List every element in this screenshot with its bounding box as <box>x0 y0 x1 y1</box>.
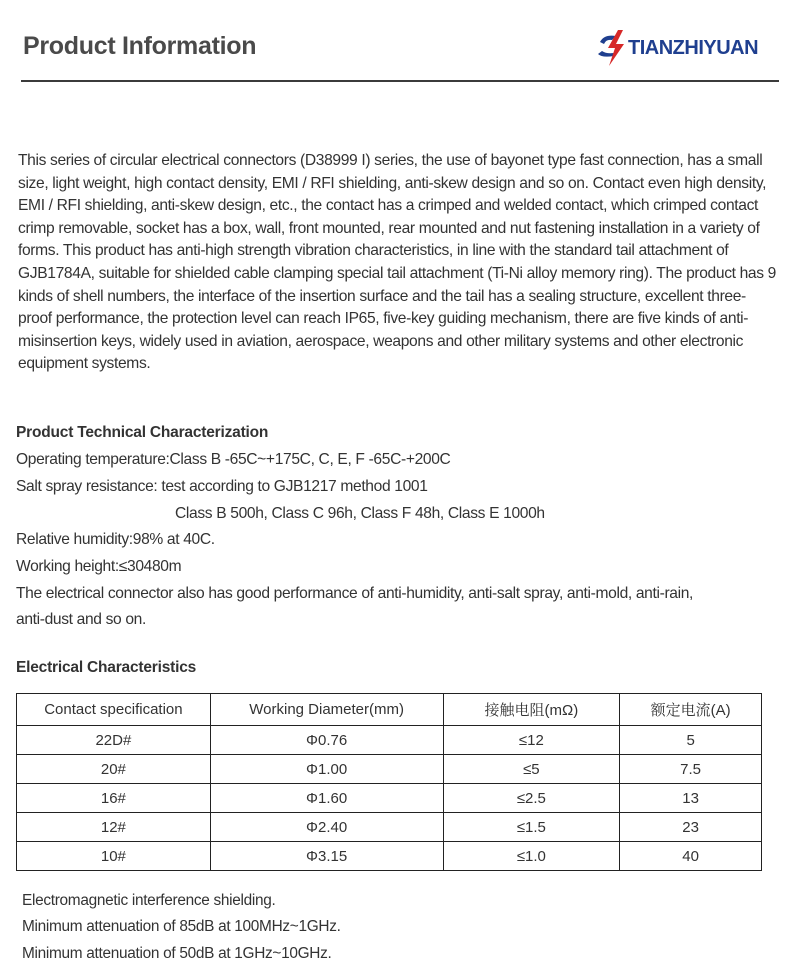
table-cell: 20# <box>17 755 211 784</box>
table-cell: 10# <box>17 842 211 871</box>
brand-name: TIANZHIYUAN <box>628 36 759 59</box>
table-row <box>17 784 762 813</box>
column-header: 接触电阻(mΩ) <box>443 694 620 726</box>
electrical-table <box>16 693 762 871</box>
table-cell: 23 <box>620 813 762 842</box>
brand <box>596 28 758 68</box>
table-cell: 12# <box>17 813 211 842</box>
table-cell: 13 <box>620 784 762 813</box>
table-row <box>17 726 762 755</box>
table-cell: 7.5 <box>620 755 762 784</box>
table-cell: Φ1.00 <box>210 755 443 784</box>
technical-heading: Product Technical Characterization <box>16 424 269 441</box>
page-title: Product Information <box>23 32 257 60</box>
electrical-heading: Electrical Characteristics <box>16 659 197 676</box>
column-header: Working Diameter(mm) <box>210 694 443 726</box>
spec-line-salt-spray: Salt spray resistance: test according to GJB1217 method 1001 <box>16 478 428 495</box>
table-row <box>17 755 762 784</box>
table-cell: ≤1.5 <box>443 813 620 842</box>
spec-line-humidity: Relative humidity:98% at 40C. <box>16 531 215 548</box>
lightning-bolt-logo-icon <box>596 28 632 68</box>
table-cell: Φ3.15 <box>210 842 443 871</box>
table-row <box>17 842 762 871</box>
table-cell: 40 <box>620 842 762 871</box>
table-row <box>17 813 762 842</box>
table-header-row <box>17 694 762 726</box>
table-cell: ≤5 <box>443 755 620 784</box>
table-cell: ≤12 <box>443 726 620 755</box>
column-header: Contact specification <box>17 694 211 726</box>
spec-line-operating-temperature: Operating temperature:Class B -65C~+175C, C, E, F -65C-+200C <box>16 451 451 468</box>
spec-line-working-height: Working height:≤30480m <box>16 558 182 575</box>
table-cell: ≤2.5 <box>443 784 620 813</box>
table-cell: 16# <box>17 784 211 813</box>
intro-paragraph: This series of circular electrical connectors (D38999 I) series, the use of bayonet type fast connection, has a small size, light weight, high contact density, EMI / RFI shielding, anti-skew design and so on. Contact even high density, EMI / RFI shielding, anti-skew design, etc., the contact has a crimped and welded contact, which crimped contact crimp removable, socket has a box, wall, front mounted, rear mounted and nut fastening installation in a variety of forms. This product has anti-high strength vibration characteristics, in line with the standard tail attachment of GJB1784A, suitable for shielded cable clamping special tail attachment (Ti-Ni alloy memory ring). The product has 9 kinds of shell numbers, the interface of the insertion surface and the tail has a sealing structure, excellent three-proof performance, the protection level can reach IP65, five-key guiding mechanism, there are five kinds of anti-misinsertion keys, widely used in aviation, aerospace, weapons and other military systems and other electronic equipment systems. <box>18 152 777 373</box>
table-cell: ≤1.0 <box>443 842 620 871</box>
table-cell: 5 <box>620 726 762 755</box>
emi-line-85db: Minimum attenuation of 85dB at 100MHz~1GHz. <box>22 918 341 935</box>
table-cell: Φ2.40 <box>210 813 443 842</box>
table-cell: Φ0.76 <box>210 726 443 755</box>
emi-line-50db: Minimum attenuation of 50dB at 1GHz~10GHz. <box>22 945 332 962</box>
spec-line-performance: The electrical connector also has good performance of anti-humidity, anti-salt spray, anti-mold, anti-rain, <box>16 585 694 602</box>
spec-line-performance-cont: anti-dust and so on. <box>16 611 146 628</box>
emi-line-shielding: Electromagnetic interference shielding. <box>22 892 276 909</box>
table-cell: 22D# <box>17 726 211 755</box>
page-header <box>0 0 790 90</box>
header-divider <box>21 80 779 82</box>
spec-line-salt-spray-classes: Class B 500h, Class C 96h, Class F 48h, Class E 1000h <box>175 505 545 522</box>
table-cell: Φ1.60 <box>210 784 443 813</box>
column-header: 额定电流(A) <box>620 694 762 726</box>
